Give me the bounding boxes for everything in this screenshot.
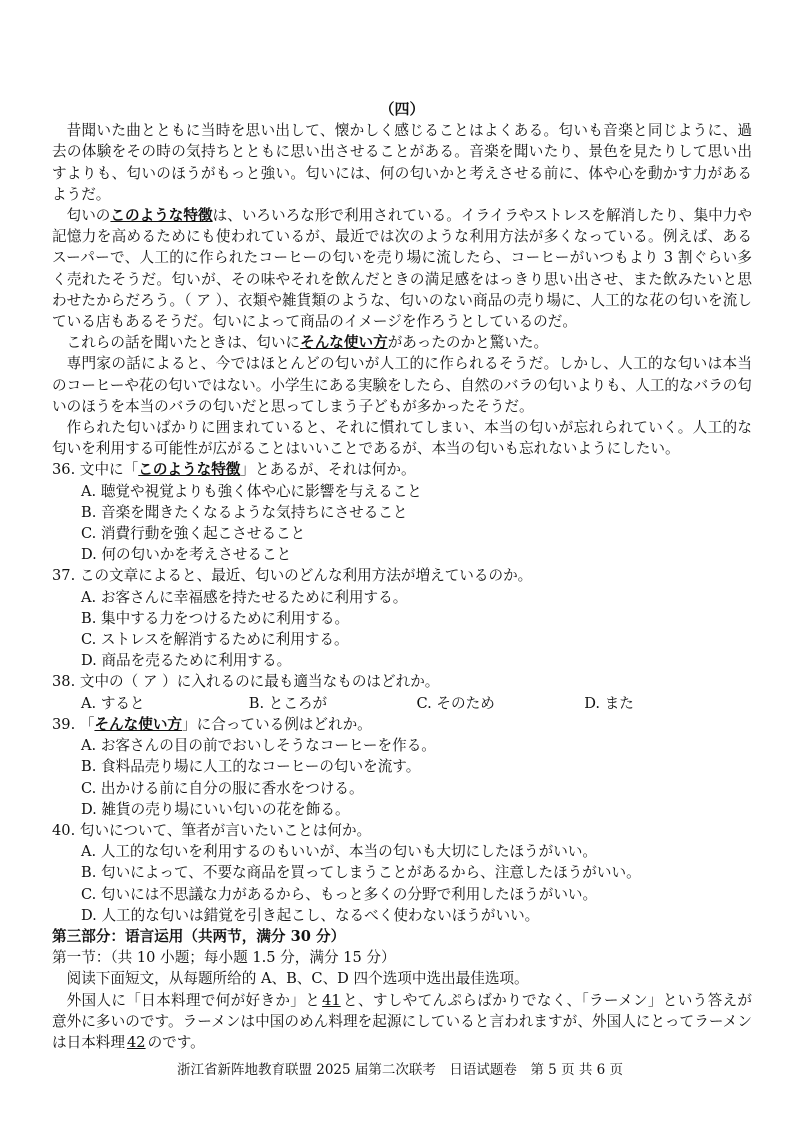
blank-41: 41 — [322, 991, 341, 1009]
underlined-phrase-usage: そんな使い方 — [300, 334, 388, 352]
passage-paragraph-4: 専門家の話によると、今ではほとんどの匂いが人工的に作られるそうだ。しかし、人工的な匂いは本当のコーヒーや花の匂いではない。小学生にある実験をしたら、自然のバラの匂いよりも、人工的なバラの匂いのほうを本当のバラの匂いだと思ってしまう子どもが多かったそうだ。 — [52, 355, 752, 415]
option-40-a: A. 人工的な匂いを利用するのもいいが、本当の匂いも大切にしたほうがいい。 — [81, 843, 598, 861]
option-37-d: D. 商品を売るために利用する。 — [81, 652, 292, 670]
option-38-c: C. そのため — [416, 694, 495, 712]
passage-paragraph-2 — [52, 205, 752, 332]
question-39 — [52, 714, 752, 820]
option-40-b: B. 匂いによって、不要な商品を買ってしまうことがあるから、注意したほうがいい。 — [81, 864, 641, 882]
passage-paragraph-5: 作られた匂いばかりに囲まれていると、それに慣れてしまい、本当の匂いが忘れられていく。人工的な匂いを利用する可能性が広がることはいいことであるが、本当の匂いも忘れないようにしたい。 — [52, 419, 752, 458]
question-38 — [52, 671, 752, 713]
cloze-text-c: のです。 — [147, 1033, 205, 1051]
question-36-stem — [52, 459, 752, 480]
option-36-c: C. 消費行動を強く起こさせること — [81, 525, 306, 543]
p2-body: は、いろいろな形で利用されている。イライラやストレスを解消したり、集中力や記憶力を高めるためにも使われているが、最近では次のような利用方法が多くなっている。例えば、あるスーパーで、人工的に作られたコーヒーの匂いを売り場に流したら、コーヒーがいつもより 3 割ぐらい多く売れたそうだ。匂いが、その味やそれを飲んだときの満足感をはっきり思い出させ、また飲みたいと思わせたからだろう。（ ア ）、衣類や雑貨類のような、匂いのない商品の売り場に、人工的な花の匂いを流している店もあるそうだ。匂いによって商品のイメージを作ろうとしているのだ。 — [52, 207, 752, 331]
passage-paragraph-3 — [52, 332, 752, 353]
option-40-d: D. 人工的な匂いは錯覚を引き起こし、なるべく使わないほうがいい。 — [81, 906, 540, 924]
option-37-b: B. 集中する力をつけるために利用する。 — [81, 609, 350, 627]
option-39-a: A. お客さんの目の前でおいしそうなコーヒーを作る。 — [81, 737, 436, 755]
p2-lead: 匂いの — [66, 207, 111, 225]
cloze-passage — [52, 990, 752, 1054]
page-footer: 浙江省新阵地教育联盟 2025 届第二次联考 日语试题卷 第 5 页 共 6 页 — [176, 1062, 624, 1078]
option-37-c: C. ストレスを解消するために利用する。 — [81, 631, 349, 649]
q36-stem-post: 」とあるが、それは何か。 — [240, 461, 416, 479]
option-38-d: D. また — [584, 694, 634, 712]
exam-page — [52, 84, 752, 1053]
p3-lead: これらの話を聞いたときは、匂いに — [66, 334, 301, 352]
question-37 — [52, 565, 752, 671]
q39-stem-pre: 39. 「 — [52, 715, 95, 733]
part-3-heading: 第三部分：语言运用（共两节，满分 30 分） — [52, 927, 346, 945]
question-40 — [52, 820, 752, 926]
question-39-stem — [52, 714, 752, 735]
passage-paragraph-1: 昔聞いた曲とともに当時を思い出して、懐かしく感じることはよくある。匂いも音楽と同じように、過去の体験をその時の気持ちとともに思い出させることがある。音楽を聞いたり、景色を見たりして思い出すよりも、匂いのほうがもっと強い。匂いには、何の匂いかと考えさせる前に、体や心を動かす力があるようだ。 — [52, 122, 752, 203]
option-40-c: C. 匂いには不思議な力があるから、もっと多くの分野で利用したほうがいい。 — [81, 885, 598, 903]
option-39-b: B. 食料品売り場に人工的なコーヒーの匂いを流す。 — [81, 758, 421, 776]
blank-42: 42 — [126, 1033, 146, 1051]
p3-body: があったのかと驚いた。 — [387, 334, 549, 352]
option-39-d: D. 雑貨の売り場にいい匂いの花を飾る。 — [81, 800, 350, 818]
cloze-text-a: 外国人に「日本料理で何が好きか」と — [66, 991, 321, 1009]
section-title: （四） — [379, 100, 425, 118]
options-38 — [81, 693, 752, 714]
option-39-c: C. 出かける前に自分の服に香水をつける。 — [81, 779, 364, 797]
underlined-phrase-feature: このような特徴 — [110, 207, 213, 225]
reading-passage — [52, 120, 752, 459]
question-38-stem: 38. 文中の（ ア ）に入れるのに最も適当なものはどれか。 — [52, 673, 440, 691]
cloze-text-b: と、すしやてんぷらばかりでなく、「ラーメン」という答えが意外に多いのです。ラーメンは中国のめん料理を起源にしていると言われますが、外国人にとってラーメンは日本料理 — [52, 991, 752, 1051]
q39-underlined: そんな使い方 — [94, 715, 183, 733]
option-38-a: A. すると — [81, 694, 145, 712]
option-36-b: B. 音楽を聞きたくなるような気持ちにさせること — [81, 503, 408, 521]
q39-stem-post: 」に合っている例はどれか。 — [182, 715, 372, 733]
option-36-d: D. 何の匂いかを考えさせること — [81, 546, 292, 564]
question-36 — [52, 459, 752, 565]
option-37-a: A. お客さんに幸福感を持たせるために利用する。 — [81, 588, 408, 606]
section-instruction: 阅读下面短文，从每题所给的 A、B、C、D 四个选项中选出最佳选项。 — [66, 970, 529, 988]
option-38-b: B. ところが — [248, 694, 328, 712]
section-1-heading: 第一节：（共 10 小题；每小题 1.5 分，满分 15 分） — [52, 949, 396, 967]
question-37-stem: 37. この文章によると、最近、匂いのどんな利用方法が増えているのか。 — [52, 567, 533, 585]
q36-stem-pre: 36. 文中に「 — [52, 461, 139, 479]
option-36-a: A. 聴覚や視覚よりも強く体や心に影響を与えること — [81, 482, 422, 500]
question-40-stem: 40. 匂いについて、筆者が言いたいことは何か。 — [52, 821, 372, 839]
q36-underlined: このような特徴 — [138, 461, 241, 479]
